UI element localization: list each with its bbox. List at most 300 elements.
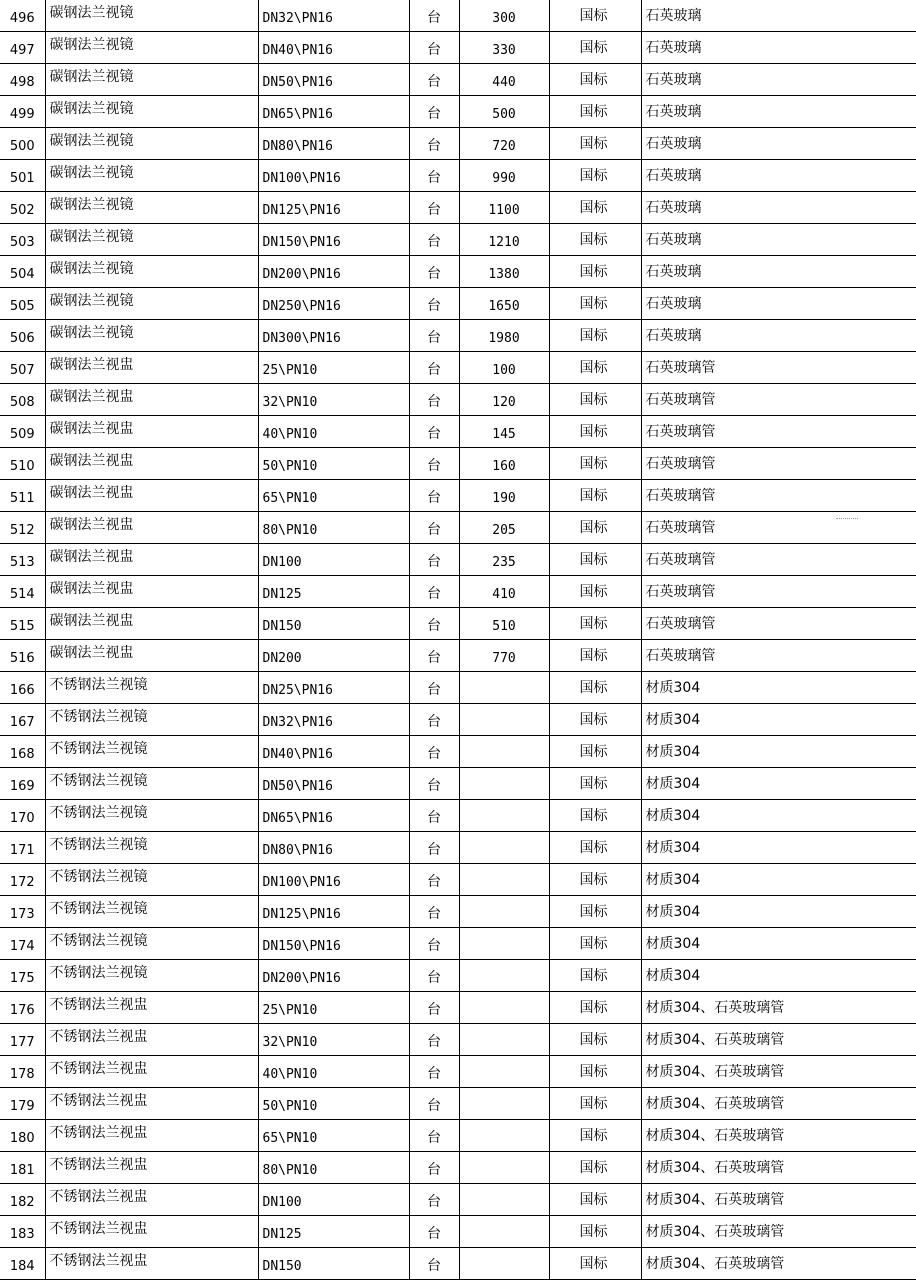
- price-cell: [459, 1248, 549, 1280]
- standard-cell: 国标: [549, 128, 641, 160]
- product-name-cell: 不锈钢法兰视盅: [45, 1024, 258, 1056]
- product-name-cell: 不锈钢法兰视镜: [45, 928, 258, 960]
- table-row: [0, 352, 916, 384]
- unit-cell: 台: [409, 64, 459, 96]
- remark-cell: 石英玻璃: [641, 64, 916, 96]
- product-name-cell: 碳钢法兰视镜: [45, 160, 258, 192]
- product-name-cell: 碳钢法兰视镜: [45, 256, 258, 288]
- standard-cell: 国标: [549, 992, 641, 1024]
- unit-cell: 台: [409, 864, 459, 896]
- spec-cell: DN100\PN16: [258, 160, 409, 192]
- row-number-cell: 500: [0, 128, 45, 160]
- table-row: [0, 608, 916, 640]
- remark-cell: 材质304: [641, 672, 916, 704]
- row-number-cell: 166: [0, 672, 45, 704]
- spec-cell: 50\PN10: [258, 448, 409, 480]
- remark-cell: 石英玻璃管: [641, 576, 916, 608]
- row-number-cell: 510: [0, 448, 45, 480]
- product-name-cell: 不锈钢法兰视镜: [45, 960, 258, 992]
- price-cell: [459, 1216, 549, 1248]
- table-row: [0, 672, 916, 704]
- price-cell: 1650: [459, 288, 549, 320]
- remark-cell: 石英玻璃: [641, 128, 916, 160]
- row-number-cell: 512: [0, 512, 45, 544]
- row-number-cell: 509: [0, 416, 45, 448]
- spec-cell: 25\PN10: [258, 992, 409, 1024]
- row-number-cell: 172: [0, 864, 45, 896]
- row-number-cell: 179: [0, 1088, 45, 1120]
- spec-cell: 40\PN10: [258, 416, 409, 448]
- standard-cell: 国标: [549, 96, 641, 128]
- remark-cell: 材质304、石英玻璃管: [641, 1024, 916, 1056]
- row-number-cell: 170: [0, 800, 45, 832]
- row-number-cell: 498: [0, 64, 45, 96]
- remark-cell: 石英玻璃: [641, 192, 916, 224]
- remark-cell: 石英玻璃: [641, 320, 916, 352]
- product-name-cell: 碳钢法兰视镜: [45, 96, 258, 128]
- remark-cell: 石英玻璃管: [641, 448, 916, 480]
- price-cell: [459, 960, 549, 992]
- spec-cell: 80\PN10: [258, 1152, 409, 1184]
- spec-cell: DN150: [258, 1248, 409, 1280]
- unit-cell: 台: [409, 256, 459, 288]
- table-row: [0, 320, 916, 352]
- price-cell: [459, 1088, 549, 1120]
- unit-cell: 台: [409, 96, 459, 128]
- standard-cell: 国标: [549, 864, 641, 896]
- remark-cell: 材质304: [641, 928, 916, 960]
- standard-cell: 国标: [549, 544, 641, 576]
- price-cell: [459, 832, 549, 864]
- remark-cell: 材质304、石英玻璃管: [641, 1152, 916, 1184]
- remark-cell: 石英玻璃管: [641, 416, 916, 448]
- unit-cell: 台: [409, 992, 459, 1024]
- price-cell: [459, 1152, 549, 1184]
- standard-cell: 国标: [549, 1056, 641, 1088]
- row-number-cell: 183: [0, 1216, 45, 1248]
- spec-cell: DN80\PN16: [258, 128, 409, 160]
- row-number-cell: 175: [0, 960, 45, 992]
- standard-cell: 国标: [549, 576, 641, 608]
- spec-cell: DN200\PN16: [258, 960, 409, 992]
- spec-cell: 50\PN10: [258, 1088, 409, 1120]
- standard-cell: 国标: [549, 352, 641, 384]
- price-cell: 510: [459, 608, 549, 640]
- unit-cell: 台: [409, 1216, 459, 1248]
- standard-cell: 国标: [549, 64, 641, 96]
- remark-cell: 石英玻璃: [641, 96, 916, 128]
- remark-cell: 石英玻璃管: [641, 640, 916, 672]
- product-name-cell: 不锈钢法兰视盅: [45, 1056, 258, 1088]
- standard-cell: 国标: [549, 1248, 641, 1280]
- standard-cell: 国标: [549, 224, 641, 256]
- unit-cell: 台: [409, 608, 459, 640]
- price-cell: 300: [459, 0, 549, 32]
- standard-cell: 国标: [549, 768, 641, 800]
- product-name-cell: 不锈钢法兰视盅: [45, 1088, 258, 1120]
- product-name-cell: 不锈钢法兰视盅: [45, 992, 258, 1024]
- price-cell: [459, 992, 549, 1024]
- unit-cell: 台: [409, 1152, 459, 1184]
- remark-cell: 石英玻璃: [641, 256, 916, 288]
- table-row: [0, 896, 916, 928]
- remark-cell: 材质304: [641, 800, 916, 832]
- price-cell: [459, 896, 549, 928]
- price-cell: 190: [459, 480, 549, 512]
- row-number-cell: 173: [0, 896, 45, 928]
- table-row: [0, 960, 916, 992]
- unit-cell: 台: [409, 1120, 459, 1152]
- unit-cell: 台: [409, 768, 459, 800]
- row-number-cell: 497: [0, 32, 45, 64]
- remark-cell: 石英玻璃: [641, 0, 916, 32]
- unit-cell: 台: [409, 352, 459, 384]
- table-row: [0, 1248, 916, 1280]
- table-row: [0, 1088, 916, 1120]
- product-name-cell: 碳钢法兰视镜: [45, 224, 258, 256]
- table-row: [0, 288, 916, 320]
- standard-cell: 国标: [549, 1088, 641, 1120]
- standard-cell: 国标: [549, 608, 641, 640]
- table-row: [0, 128, 916, 160]
- row-number-cell: 180: [0, 1120, 45, 1152]
- remark-cell: 石英玻璃: [641, 224, 916, 256]
- table-row: [0, 384, 916, 416]
- price-cell: [459, 672, 549, 704]
- table-row: [0, 1216, 916, 1248]
- remark-cell: 石英玻璃管: [641, 512, 916, 544]
- unit-cell: 台: [409, 832, 459, 864]
- unit-cell: 台: [409, 736, 459, 768]
- remark-cell: 材质304: [641, 864, 916, 896]
- row-number-cell: 508: [0, 384, 45, 416]
- spec-cell: DN100: [258, 544, 409, 576]
- unit-cell: 台: [409, 160, 459, 192]
- product-name-cell: 碳钢法兰视镜: [45, 64, 258, 96]
- spec-cell: DN200: [258, 640, 409, 672]
- product-name-cell: 不锈钢法兰视盅: [45, 1216, 258, 1248]
- standard-cell: 国标: [549, 416, 641, 448]
- unit-cell: 台: [409, 128, 459, 160]
- unit-cell: 台: [409, 1184, 459, 1216]
- spec-cell: DN65\PN16: [258, 800, 409, 832]
- price-cell: 160: [459, 448, 549, 480]
- product-name-cell: 不锈钢法兰视盅: [45, 1152, 258, 1184]
- product-name-cell: 碳钢法兰视镜: [45, 288, 258, 320]
- remark-cell: 材质304、石英玻璃管: [641, 1216, 916, 1248]
- standard-cell: 国标: [549, 928, 641, 960]
- table-row: [0, 768, 916, 800]
- standard-cell: 国标: [549, 384, 641, 416]
- standard-cell: 国标: [549, 192, 641, 224]
- table-row: [0, 992, 916, 1024]
- table-row: [0, 256, 916, 288]
- table-row: [0, 512, 916, 544]
- spec-cell: DN125\PN16: [258, 896, 409, 928]
- price-cell: 440: [459, 64, 549, 96]
- table-row: [0, 448, 916, 480]
- price-cell: [459, 736, 549, 768]
- standard-cell: 国标: [549, 736, 641, 768]
- row-number-cell: 504: [0, 256, 45, 288]
- spec-cell: DN32\PN16: [258, 0, 409, 32]
- standard-cell: 国标: [549, 512, 641, 544]
- remark-cell: 材质304: [641, 736, 916, 768]
- row-number-cell: 514: [0, 576, 45, 608]
- standard-cell: 国标: [549, 480, 641, 512]
- table-row: [0, 544, 916, 576]
- unit-cell: 台: [409, 896, 459, 928]
- row-number-cell: 507: [0, 352, 45, 384]
- spec-cell: DN150\PN16: [258, 224, 409, 256]
- spec-cell: DN32\PN16: [258, 704, 409, 736]
- spec-cell: DN150: [258, 608, 409, 640]
- row-number-cell: 502: [0, 192, 45, 224]
- remark-cell: 材质304: [641, 768, 916, 800]
- table-row: [0, 416, 916, 448]
- price-cell: 145: [459, 416, 549, 448]
- unit-cell: 台: [409, 288, 459, 320]
- price-cell: 990: [459, 160, 549, 192]
- unit-cell: 台: [409, 960, 459, 992]
- product-name-cell: 不锈钢法兰视镜: [45, 768, 258, 800]
- price-cell: [459, 928, 549, 960]
- unit-cell: 台: [409, 1024, 459, 1056]
- unit-cell: 台: [409, 672, 459, 704]
- unit-cell: 台: [409, 1248, 459, 1280]
- standard-cell: 国标: [549, 1024, 641, 1056]
- product-name-cell: 碳钢法兰视盅: [45, 384, 258, 416]
- row-number-cell: 499: [0, 96, 45, 128]
- remark-cell: 石英玻璃管: [641, 384, 916, 416]
- table-row: [0, 64, 916, 96]
- product-name-cell: 碳钢法兰视盅: [45, 480, 258, 512]
- spec-cell: DN125: [258, 1216, 409, 1248]
- remark-cell: 石英玻璃管: [641, 480, 916, 512]
- remark-cell: 材质304: [641, 704, 916, 736]
- unit-cell: 台: [409, 384, 459, 416]
- standard-cell: 国标: [549, 448, 641, 480]
- product-name-cell: 碳钢法兰视镜: [45, 320, 258, 352]
- price-cell: 720: [459, 128, 549, 160]
- row-number-cell: 182: [0, 1184, 45, 1216]
- product-name-cell: 碳钢法兰视盅: [45, 608, 258, 640]
- row-number-cell: 167: [0, 704, 45, 736]
- spec-cell: 65\PN10: [258, 1120, 409, 1152]
- price-cell: 500: [459, 96, 549, 128]
- spec-cell: 25\PN10: [258, 352, 409, 384]
- price-cell: 235: [459, 544, 549, 576]
- standard-cell: 国标: [549, 640, 641, 672]
- table-row: [0, 800, 916, 832]
- standard-cell: 国标: [549, 1216, 641, 1248]
- price-cell: 120: [459, 384, 549, 416]
- unit-cell: 台: [409, 512, 459, 544]
- table-row: [0, 480, 916, 512]
- price-cell: 1210: [459, 224, 549, 256]
- spec-cell: DN50\PN16: [258, 64, 409, 96]
- remark-cell: 石英玻璃: [641, 160, 916, 192]
- remark-cell: 石英玻璃: [641, 288, 916, 320]
- price-cell: 205: [459, 512, 549, 544]
- price-cell: [459, 800, 549, 832]
- product-name-cell: 碳钢法兰视盅: [45, 448, 258, 480]
- spec-cell: DN50\PN16: [258, 768, 409, 800]
- remark-cell: 材质304、石英玻璃管: [641, 1056, 916, 1088]
- remark-cell: 石英玻璃管: [641, 352, 916, 384]
- unit-cell: 台: [409, 448, 459, 480]
- row-number-cell: 184: [0, 1248, 45, 1280]
- standard-cell: 国标: [549, 800, 641, 832]
- spec-cell: 40\PN10: [258, 1056, 409, 1088]
- price-cell: 1100: [459, 192, 549, 224]
- unit-cell: 台: [409, 32, 459, 64]
- table-row: [0, 96, 916, 128]
- product-name-cell: 碳钢法兰视镜: [45, 0, 258, 32]
- spec-cell: DN125: [258, 576, 409, 608]
- row-number-cell: 515: [0, 608, 45, 640]
- row-number-cell: 501: [0, 160, 45, 192]
- spec-cell: DN100: [258, 1184, 409, 1216]
- spec-cell: 65\PN10: [258, 480, 409, 512]
- product-name-cell: 碳钢法兰视镜: [45, 128, 258, 160]
- row-number-cell: 506: [0, 320, 45, 352]
- price-cell: 100: [459, 352, 549, 384]
- product-name-cell: 碳钢法兰视镜: [45, 192, 258, 224]
- product-name-cell: 碳钢法兰视盅: [45, 576, 258, 608]
- unit-cell: 台: [409, 544, 459, 576]
- unit-cell: 台: [409, 480, 459, 512]
- spec-cell: 32\PN10: [258, 1024, 409, 1056]
- unit-cell: 台: [409, 320, 459, 352]
- table-row: [0, 640, 916, 672]
- row-number-cell: 503: [0, 224, 45, 256]
- row-number-cell: 496: [0, 0, 45, 32]
- price-cell: [459, 768, 549, 800]
- row-number-cell: 516: [0, 640, 45, 672]
- row-number-cell: 511: [0, 480, 45, 512]
- standard-cell: 国标: [549, 832, 641, 864]
- price-cell: [459, 704, 549, 736]
- spec-cell: 32\PN10: [258, 384, 409, 416]
- product-name-cell: 不锈钢法兰视盅: [45, 1184, 258, 1216]
- spec-cell: DN80\PN16: [258, 832, 409, 864]
- standard-cell: 国标: [549, 1152, 641, 1184]
- table-row: [0, 1120, 916, 1152]
- table-row: [0, 1024, 916, 1056]
- remark-cell: 石英玻璃管: [641, 544, 916, 576]
- table-row: [0, 928, 916, 960]
- remark-cell: 石英玻璃: [641, 32, 916, 64]
- standard-cell: 国标: [549, 320, 641, 352]
- unit-cell: 台: [409, 1088, 459, 1120]
- table-row: [0, 832, 916, 864]
- price-cell: 1380: [459, 256, 549, 288]
- standard-cell: 国标: [549, 160, 641, 192]
- standard-cell: 国标: [549, 1120, 641, 1152]
- unit-cell: 台: [409, 1056, 459, 1088]
- unit-cell: 台: [409, 576, 459, 608]
- row-number-cell: 169: [0, 768, 45, 800]
- table-row: [0, 224, 916, 256]
- price-cell: 770: [459, 640, 549, 672]
- row-number-cell: 168: [0, 736, 45, 768]
- cell-artifact: [836, 518, 858, 521]
- remark-cell: 材质304、石英玻璃管: [641, 1184, 916, 1216]
- spec-cell: DN65\PN16: [258, 96, 409, 128]
- price-cell: 330: [459, 32, 549, 64]
- standard-cell: 国标: [549, 0, 641, 32]
- spec-cell: DN40\PN16: [258, 32, 409, 64]
- product-name-cell: 碳钢法兰视盅: [45, 416, 258, 448]
- product-name-cell: 不锈钢法兰视镜: [45, 704, 258, 736]
- unit-cell: 台: [409, 640, 459, 672]
- product-name-cell: 不锈钢法兰视盅: [45, 1248, 258, 1280]
- standard-cell: 国标: [549, 704, 641, 736]
- remark-cell: 石英玻璃管: [641, 608, 916, 640]
- remark-cell: 材质304: [641, 896, 916, 928]
- unit-cell: 台: [409, 704, 459, 736]
- standard-cell: 国标: [549, 896, 641, 928]
- price-cell: [459, 1024, 549, 1056]
- unit-cell: 台: [409, 224, 459, 256]
- remark-cell: 材质304、石英玻璃管: [641, 1248, 916, 1280]
- row-number-cell: 176: [0, 992, 45, 1024]
- spec-cell: DN250\PN16: [258, 288, 409, 320]
- product-name-cell: 不锈钢法兰视镜: [45, 864, 258, 896]
- product-name-cell: 不锈钢法兰视镜: [45, 896, 258, 928]
- product-name-cell: 碳钢法兰视盅: [45, 512, 258, 544]
- row-number-cell: 178: [0, 1056, 45, 1088]
- spec-cell: DN200\PN16: [258, 256, 409, 288]
- standard-cell: 国标: [549, 960, 641, 992]
- unit-cell: 台: [409, 0, 459, 32]
- remark-cell: 材质304、石英玻璃管: [641, 1120, 916, 1152]
- table-row: [0, 864, 916, 896]
- row-number-cell: 513: [0, 544, 45, 576]
- standard-cell: 国标: [549, 32, 641, 64]
- price-cell: 1980: [459, 320, 549, 352]
- spec-cell: 80\PN10: [258, 512, 409, 544]
- product-name-cell: 不锈钢法兰视镜: [45, 832, 258, 864]
- table-row: [0, 1184, 916, 1216]
- table-row: [0, 1152, 916, 1184]
- standard-cell: 国标: [549, 288, 641, 320]
- table-row: [0, 32, 916, 64]
- product-name-cell: 不锈钢法兰视镜: [45, 736, 258, 768]
- product-name-cell: 碳钢法兰视盅: [45, 544, 258, 576]
- remark-cell: 材质304、石英玻璃管: [641, 992, 916, 1024]
- remark-cell: 材质304: [641, 832, 916, 864]
- table-row: [0, 704, 916, 736]
- unit-cell: 台: [409, 928, 459, 960]
- row-number-cell: 505: [0, 288, 45, 320]
- product-name-cell: 不锈钢法兰视盅: [45, 1120, 258, 1152]
- unit-cell: 台: [409, 416, 459, 448]
- unit-cell: 台: [409, 192, 459, 224]
- standard-cell: 国标: [549, 256, 641, 288]
- product-name-cell: 碳钢法兰视镜: [45, 32, 258, 64]
- standard-cell: 国标: [549, 1184, 641, 1216]
- price-cell: [459, 864, 549, 896]
- remark-cell: 材质304、石英玻璃管: [641, 1088, 916, 1120]
- table-row: [0, 160, 916, 192]
- row-number-cell: 181: [0, 1152, 45, 1184]
- spec-cell: DN40\PN16: [258, 736, 409, 768]
- table-row: [0, 736, 916, 768]
- price-cell: [459, 1184, 549, 1216]
- price-cell: [459, 1056, 549, 1088]
